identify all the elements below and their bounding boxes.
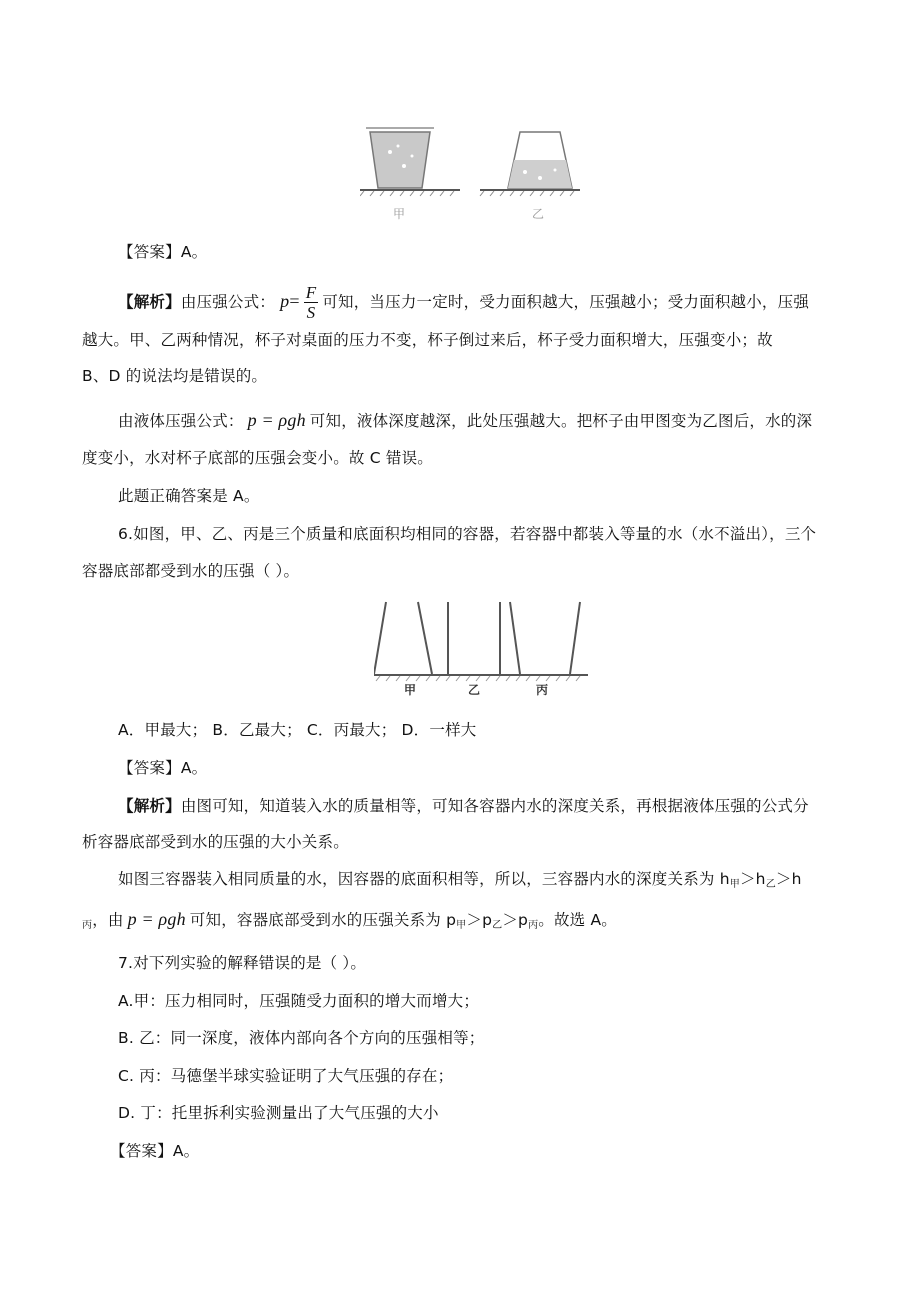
cup-yi [508,132,572,188]
formula-fraction: $\frac{F}{S}$ [305,283,317,322]
q6-options: A．甲最大； B．乙最大； C．丙最大； D．一样大 [118,721,477,739]
q7-option-a: A.甲：压力相同时，压强随受力面积的增大而增大； [118,992,480,1010]
analysis-1-line1: 【解析】由压强公式： p= $\frac{F}{S}$ 可知，当压力一定时，受力面积越大，压强越小；受力面积越小，压强 [118,283,810,322]
q6-stem-line1: 6.如图，甲、乙、丙是三个质量和底面积均相同的容器，若容器中都装入等量的水（水不溢出），三个 [118,525,817,543]
q6-explain-line2: $_丙$，由 p = ρgh 可知，容器底部受到水的压强关系为 $p_甲>p_乙>p_丙$。故选 A。 [82,909,618,931]
answer-1: 【答案】A。 [118,243,208,261]
cups-figure [360,122,580,230]
conclusion-1: 此题正确答案是 A。 [118,487,260,505]
liquid-line1: 由液体压强公式： p = ρgh 可知，液体深度越深，此处压强越大。把杯子由甲图变为乙图后，水的深 [118,410,813,430]
container-bing-left [510,602,520,674]
q6-answer: 【答案】A。 [118,759,208,777]
fig-label-bing: 丙 [536,683,549,697]
label-jia: 甲 [393,207,406,221]
container-jia-left [374,602,386,674]
container-jia-right [418,602,432,674]
q7-option-d: D. 丁：托里拆利实验测量出了大气压强的大小 [118,1104,439,1122]
label-yi: 乙 [532,207,545,221]
cup-jia [366,128,434,188]
q7-option-b: B. 乙：同一深度，液体内部向各个方向的压强相等； [118,1029,485,1047]
analysis-1-line3: B、D 的说法均是错误的。 [82,367,268,385]
q6-explain-line1: 如图三容器装入相同质量的水，因容器的底面积相等，所以，三容器内水的深度关系为 $h_甲>h_乙>h$ [118,870,802,890]
containers-figure [374,598,588,700]
q7-option-c: C. 丙：马德堡半球实验证明了大气压强的存在； [118,1067,454,1085]
fig-label-yi: 乙 [468,683,481,697]
liquid-line2: 度变小，水对杯子底部的压强会变小。故 C 错误。 [82,449,433,467]
q6-analysis-line1: 【解析】由图可知，知道装入水的质量相等，可知各容器内水的深度关系，再根据液体压强的公式分 [118,797,809,815]
q7-answer: 【答案】A。 [110,1142,200,1160]
q6-analysis-line2: 析容器底部受到水的压强的大小关系。 [82,833,349,851]
q6-stem-line2: 容器底部都受到水的压强（ ）。 [82,562,300,580]
container-bing-right [570,602,580,674]
analysis-1-line2: 越大。甲、乙两种情况，杯子对桌面的压力不变，杯子倒过来后，杯子受力面积增大，压强变小；故 [82,331,773,349]
fig-label-jia: 甲 [404,683,417,697]
q7-stem: 7.对下列实验的解释错误的是（ ）。 [118,954,367,972]
